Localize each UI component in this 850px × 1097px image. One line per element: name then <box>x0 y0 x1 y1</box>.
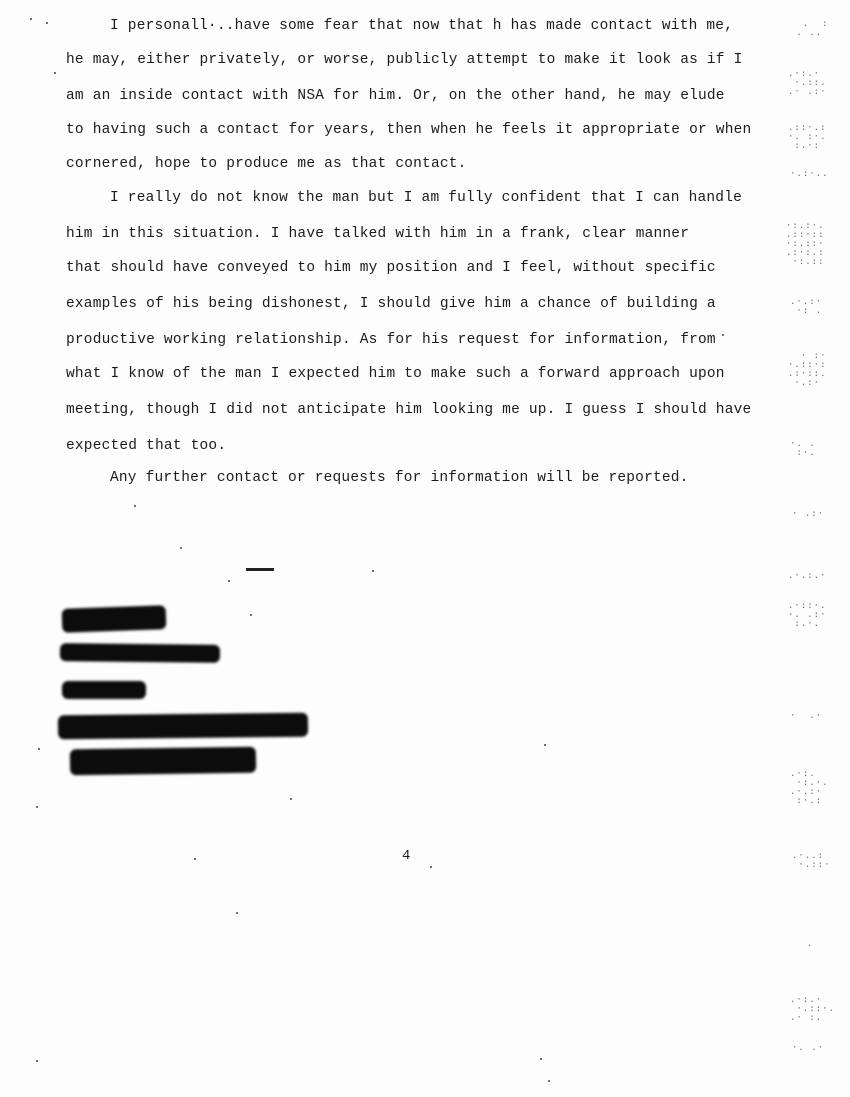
scan-noise: .·.:· ·: . <box>790 297 823 316</box>
speck <box>228 580 230 582</box>
scan-noise: · :· ·.::·: .:·::. ·.:· <box>788 351 827 388</box>
text-line: Any further contact or requests for information will be reported. <box>110 470 689 486</box>
speck <box>250 614 252 616</box>
redacted-line-5 <box>70 747 256 776</box>
scan-noise: .::·.: ·. :·. :.·: <box>788 123 827 151</box>
speck <box>38 748 40 750</box>
text-line: examples of his being dishonest, I should give him a chance of building a <box>66 296 716 312</box>
redacted-line-4 <box>58 713 308 740</box>
text-line: to having such a contact for years, then when he feels it appropriate or when <box>66 122 752 138</box>
text-line: I really do not know the man but I am fully confident that I can handle <box>110 190 743 206</box>
text-line: he may, either privately, or worse, publicly attempt to make it look as if I <box>66 52 743 68</box>
scan-noise: .·:.· ·.::. .· .:· <box>788 69 827 97</box>
redacted-line-1 <box>62 605 167 633</box>
redacted-line-3 <box>62 681 146 699</box>
scan-noise: .·..: ·.::· <box>792 851 831 870</box>
scan-noise: · .· <box>790 711 823 721</box>
scan-noise: · .:· <box>792 509 825 519</box>
speck <box>236 912 238 914</box>
speck <box>722 334 724 336</box>
speck <box>194 858 196 860</box>
text-line: cornered, hope to produce me as that contact. <box>66 156 467 172</box>
text-line: productive working relationship. As for his request for information, from <box>66 332 716 348</box>
text-line: I personall·..have some fear that now that h has made contact with me, <box>110 18 734 34</box>
text-line: expected that too. <box>66 438 227 454</box>
speck <box>46 22 48 24</box>
speck <box>430 866 432 868</box>
speck <box>30 18 32 20</box>
speck <box>290 798 292 800</box>
stray-mark <box>246 568 274 571</box>
scan-noise: .·.:.· <box>788 571 827 581</box>
scan-noise: ·.:·.. <box>790 169 829 179</box>
text-line: meeting, though I did not anticipate him looking me up. I guess I should have <box>66 402 752 418</box>
text-line: that should have conveyed to him my position and I feel, without specific <box>66 260 716 276</box>
scan-noise: . : . .. <box>796 19 829 38</box>
scan-noise: .·:. ·:.·. .·.:· :·.: <box>790 769 829 806</box>
speck <box>36 1060 38 1062</box>
speck <box>134 505 136 507</box>
page-number: 4 <box>402 848 411 864</box>
scan-noise: . <box>794 939 814 949</box>
speck <box>548 1080 550 1082</box>
speck <box>54 72 56 74</box>
speck <box>544 744 546 746</box>
redacted-line-2 <box>60 643 220 663</box>
text-line: what I know of the man I expected him to make such a forward approach upon <box>66 366 725 382</box>
speck <box>540 1058 542 1060</box>
scan-noise: .·::·. ·. .:· :.·. <box>788 601 827 629</box>
text-line: am an inside contact with NSA for him. Or, on the other hand, he may elude <box>66 88 725 104</box>
scan-noise: ·. . :·. <box>790 439 816 458</box>
scan-noise: ·. .· <box>792 1043 825 1053</box>
scan-noise: .·:.· ·.::·. .· :. <box>790 995 835 1023</box>
scan-noise: ·:.:·. .::·:: ·:.::· .:·:.: ·:.:: <box>786 221 825 267</box>
speck <box>36 806 38 808</box>
text-line: him in this situation. I have talked with him in a frank, clear manner <box>66 226 690 242</box>
speck <box>372 570 374 572</box>
speck <box>180 547 182 549</box>
